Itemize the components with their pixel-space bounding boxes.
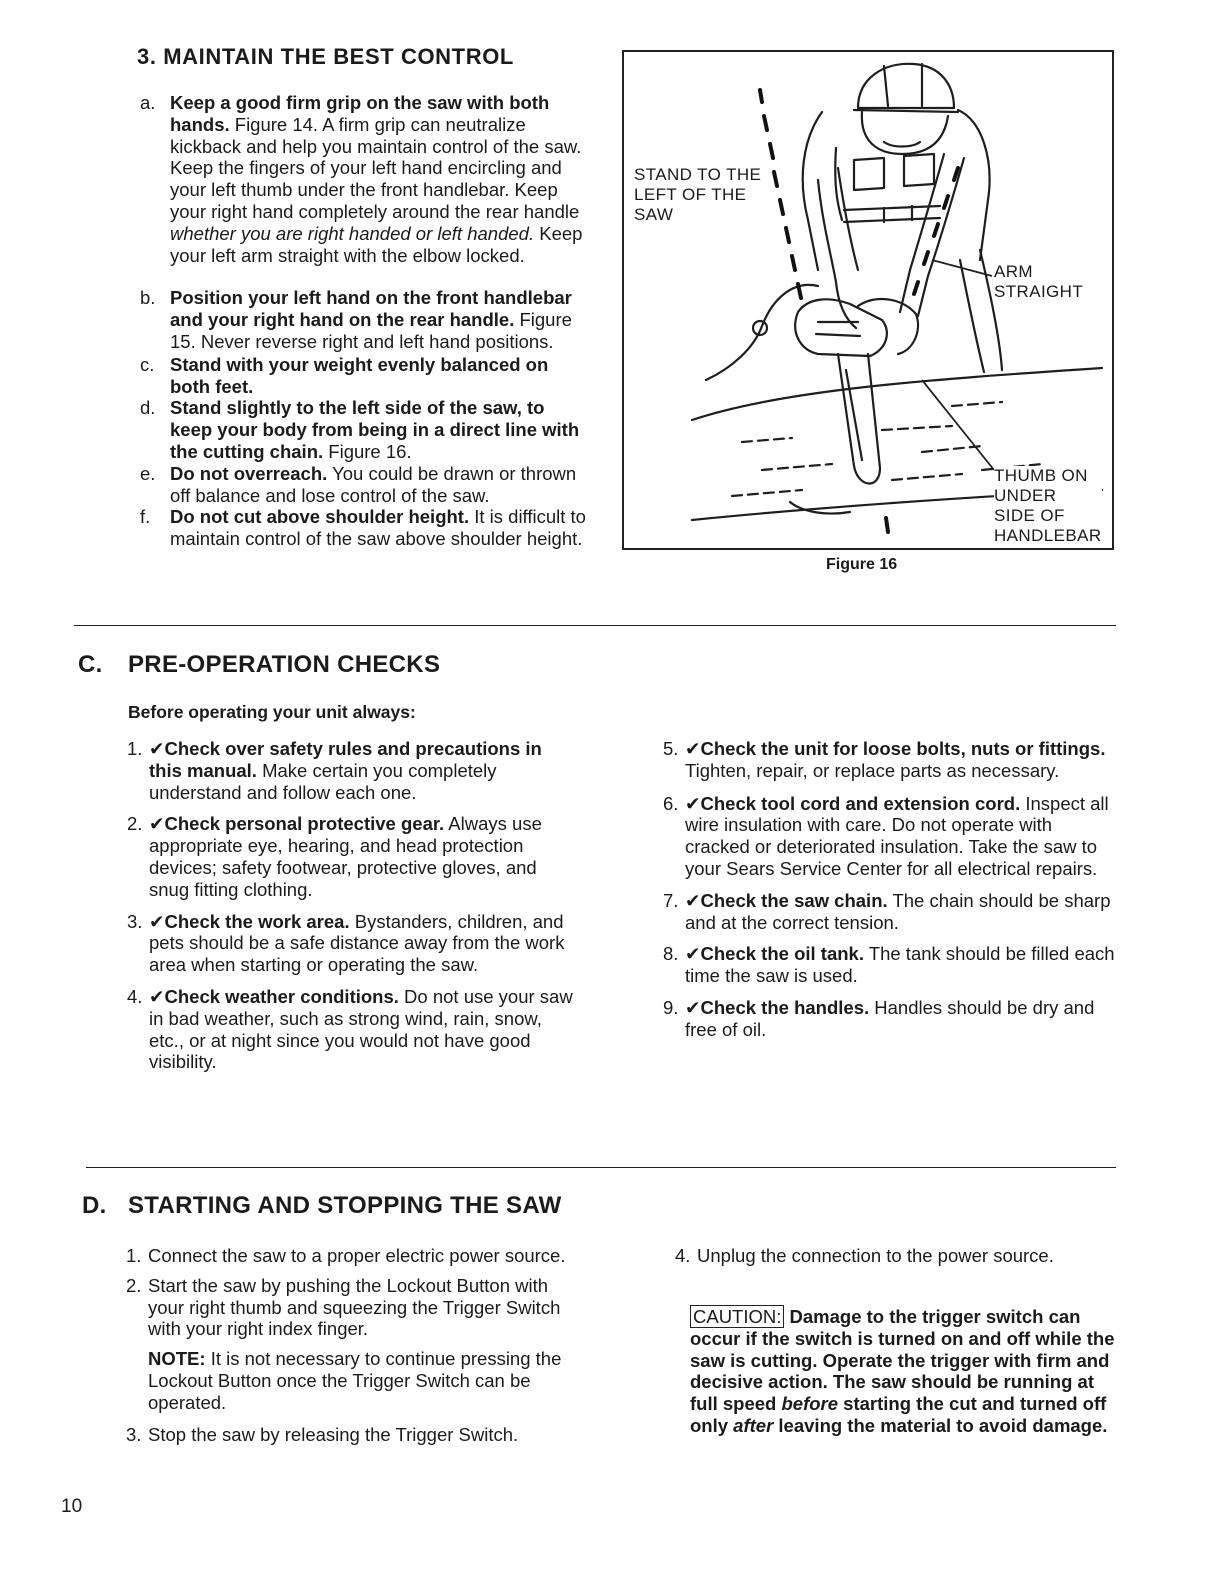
check-mark-icon: ✔ (149, 985, 165, 1007)
step-text: Unplug the connection to the power source. (697, 1245, 1054, 1266)
caution-italic: before (781, 1393, 839, 1415)
check-mark-icon: ✔ (149, 910, 165, 932)
check-bold-text: Check the unit for loose bolts, nuts or fittings. (700, 738, 1106, 759)
step-text: Connect the saw to a proper electric power source. (148, 1245, 566, 1266)
item-text: Figure 14. A firm grip can neutralize kickback and help you maintain control of the saw. Keep the fingers of your left hand encircling and your left thumb under the front handlebar. Keep your right hand completely around the rear handle (170, 113, 582, 222)
caution-text: leaving the material to avoid damage. (773, 1414, 1108, 1436)
label-line: SAW (634, 205, 674, 224)
item-bold-text: Stand slightly to the left side of the saw, to keep your body from being in a direct line with the cutting chain. (170, 397, 580, 462)
check-bold-text: Check the handles. (700, 996, 870, 1018)
caution-block (690, 1306, 1118, 1437)
item-bold-text: Do not cut above shoulder height. (170, 506, 470, 528)
section-letter-c: C. (78, 651, 103, 678)
start-steps-left (126, 1245, 582, 1445)
check-bold-text: Check over safety rules and precautions in this manual. (149, 738, 542, 781)
section-heading-best-control: 3. MAINTAIN THE BEST CONTROL (137, 44, 514, 69)
item-text: Figure 15. Never reverse right and left hand positions. (170, 309, 572, 352)
note-label: NOTE: (148, 1348, 206, 1370)
check-mark-icon: ✔ (149, 738, 165, 759)
check-mark-icon: ✔ (685, 889, 701, 911)
step-number: 4. (675, 1245, 691, 1266)
check-item (663, 997, 1121, 1041)
label-line: STRAIGHT (994, 282, 1084, 301)
step-number: 1. (126, 1245, 142, 1266)
check-number: 3. (127, 910, 143, 932)
check-text: Tighten, repair, or replace parts as necessary. (685, 759, 1060, 781)
item-italic-text: whether you are right handed or left handed. (170, 222, 535, 244)
list-item (140, 92, 590, 266)
label-line: ARM (994, 262, 1033, 281)
best-control-list (140, 92, 590, 550)
check-item (127, 986, 577, 1073)
figure-caption: Figure 16 (826, 556, 898, 573)
check-text: The tank should be filled each time the saw is used. (685, 943, 1115, 987)
check-item (127, 813, 577, 900)
step-item (675, 1245, 1125, 1267)
check-bold-text: Check tool cord and extension cord. (700, 792, 1021, 814)
step-item (126, 1424, 582, 1446)
check-number: 2. (127, 813, 143, 835)
check-text: Do not use your saw in bad weather, such as strong wind, rain, snow, etc., or at night since you would not have good visibility. (149, 985, 573, 1073)
check-mark-icon: ✔ (685, 792, 701, 814)
check-item (663, 793, 1121, 880)
figure-label-stand-left (634, 165, 761, 225)
label-line: SIDE OF (994, 506, 1065, 525)
section-c-intro: Before operating your unit always: (128, 702, 416, 722)
item-letter: b. (140, 287, 156, 309)
label-line: HANDLEBAR (994, 526, 1102, 545)
figure-label-arm-straight (994, 262, 1083, 302)
figure-label-thumb (994, 466, 1102, 546)
item-text: It is difficult to maintain control of the saw above shoulder height. (170, 506, 586, 550)
label-line: STAND TO THE (634, 165, 762, 184)
check-item (663, 890, 1121, 934)
caution-italic: after (733, 1414, 774, 1436)
item-bold-text: Keep a good firm grip on the saw with both hands. (170, 92, 550, 135)
check-text: Handles should be dry and free of oil. (685, 996, 1095, 1040)
section-letter-d: D. (82, 1192, 107, 1219)
check-bold-text: Check the saw chain. (700, 889, 888, 911)
item-text: Keep your left arm straight with the elbow locked. (170, 222, 583, 266)
item-text: Figure 16. (323, 440, 412, 462)
note (126, 1348, 582, 1413)
item-letter: a. (140, 92, 156, 113)
check-number: 1. (127, 738, 143, 759)
section-title-c: PRE-OPERATION CHECKS (128, 651, 441, 678)
item-letter: e. (140, 462, 156, 484)
hard-hat-shape (858, 64, 954, 108)
item-letter: f. (140, 506, 151, 528)
item-bold-text: Position your left hand on the front handlebar and your right hand on the rear handle. (170, 287, 572, 331)
check-mark-icon: ✔ (685, 738, 701, 759)
check-item (663, 738, 1121, 782)
check-mark-icon: ✔ (685, 943, 701, 965)
label-line: UNDER (994, 486, 1057, 505)
check-number: 6. (663, 792, 679, 814)
step-number: 3. (126, 1423, 142, 1445)
step-number: 2. (126, 1274, 142, 1296)
check-item (663, 943, 1121, 987)
check-item (127, 738, 577, 803)
label-line: LEFT OF THE (634, 185, 747, 204)
check-number: 9. (663, 996, 679, 1018)
check-number: 8. (663, 943, 679, 965)
check-item (127, 911, 577, 976)
check-text: Always use appropriate eye, hearing, and head protection devices; safety footwear, protective gloves, and snug fitting clothing. (149, 813, 542, 900)
check-text: Make certain you completely understand and follow each one. (149, 759, 497, 803)
step-text: Start the saw by pushing the Lockout Button with your right thumb and squeezing the Trigger Switch with your right index finger. (148, 1274, 561, 1340)
check-bold-text: Check personal protective gear. (164, 813, 445, 835)
check-mark-icon: ✔ (685, 996, 701, 1018)
item-bold-text: Stand with your weight evenly balanced on both feet. (170, 353, 549, 397)
divider (86, 1167, 1116, 1168)
caution-label: CAUTION: (690, 1305, 784, 1328)
check-number: 4. (127, 985, 143, 1007)
divider (74, 625, 1116, 626)
caution-text: Damage to the trigger switch can occur if the switch is turned on and off while the saw is cutting. Operate the trigger with firm and decisive action. The saw should be running at full speed (690, 1306, 1115, 1415)
checks-left-column (127, 738, 577, 1073)
start-steps-right (675, 1245, 1125, 1267)
check-bold-text: Check the oil tank. (700, 943, 864, 965)
check-text: Inspect all wire insulation with care. Do not operate with cracked or deteriorated insulation. Take the saw to your Sears Service Center for all electrical repairs. (685, 792, 1109, 879)
step-text: Stop the saw by releasing the Trigger Switch. (148, 1423, 519, 1445)
list-item (140, 287, 590, 352)
item-letter: d. (140, 397, 156, 419)
step-item (126, 1245, 582, 1267)
item-text: You could be drawn or thrown off balance and lose control of the saw. (170, 462, 577, 506)
check-bold-text: Check the work area. (164, 910, 350, 932)
list-item (140, 506, 590, 550)
caution-text: starting the cut and turned off only (690, 1393, 1107, 1436)
section-title-d: STARTING AND STOPPING THE SAW (128, 1192, 562, 1219)
item-bold-text: Do not overreach. (170, 462, 328, 484)
checks-right-column (663, 738, 1121, 1041)
check-number: 7. (663, 889, 679, 911)
list-item (140, 463, 590, 507)
check-text: Bystanders, children, and pets should be a safe distance away from the work area when starting or operating the saw. (149, 910, 565, 976)
check-bold-text: Check weather conditions. (164, 985, 399, 1007)
check-text: The chain should be sharp and at the correct tension. (685, 889, 1111, 933)
check-number: 5. (663, 738, 679, 759)
item-letter: c. (140, 353, 155, 375)
step-item (126, 1275, 582, 1340)
note-text: It is not necessary to continue pressing the Lockout Button once the Trigger Switch can be operated. (148, 1348, 562, 1413)
list-item (140, 397, 590, 462)
page-number: 10 (61, 1496, 83, 1517)
list-item (140, 354, 590, 398)
label-line: THUMB ON (994, 466, 1088, 485)
check-mark-icon: ✔ (149, 813, 165, 835)
